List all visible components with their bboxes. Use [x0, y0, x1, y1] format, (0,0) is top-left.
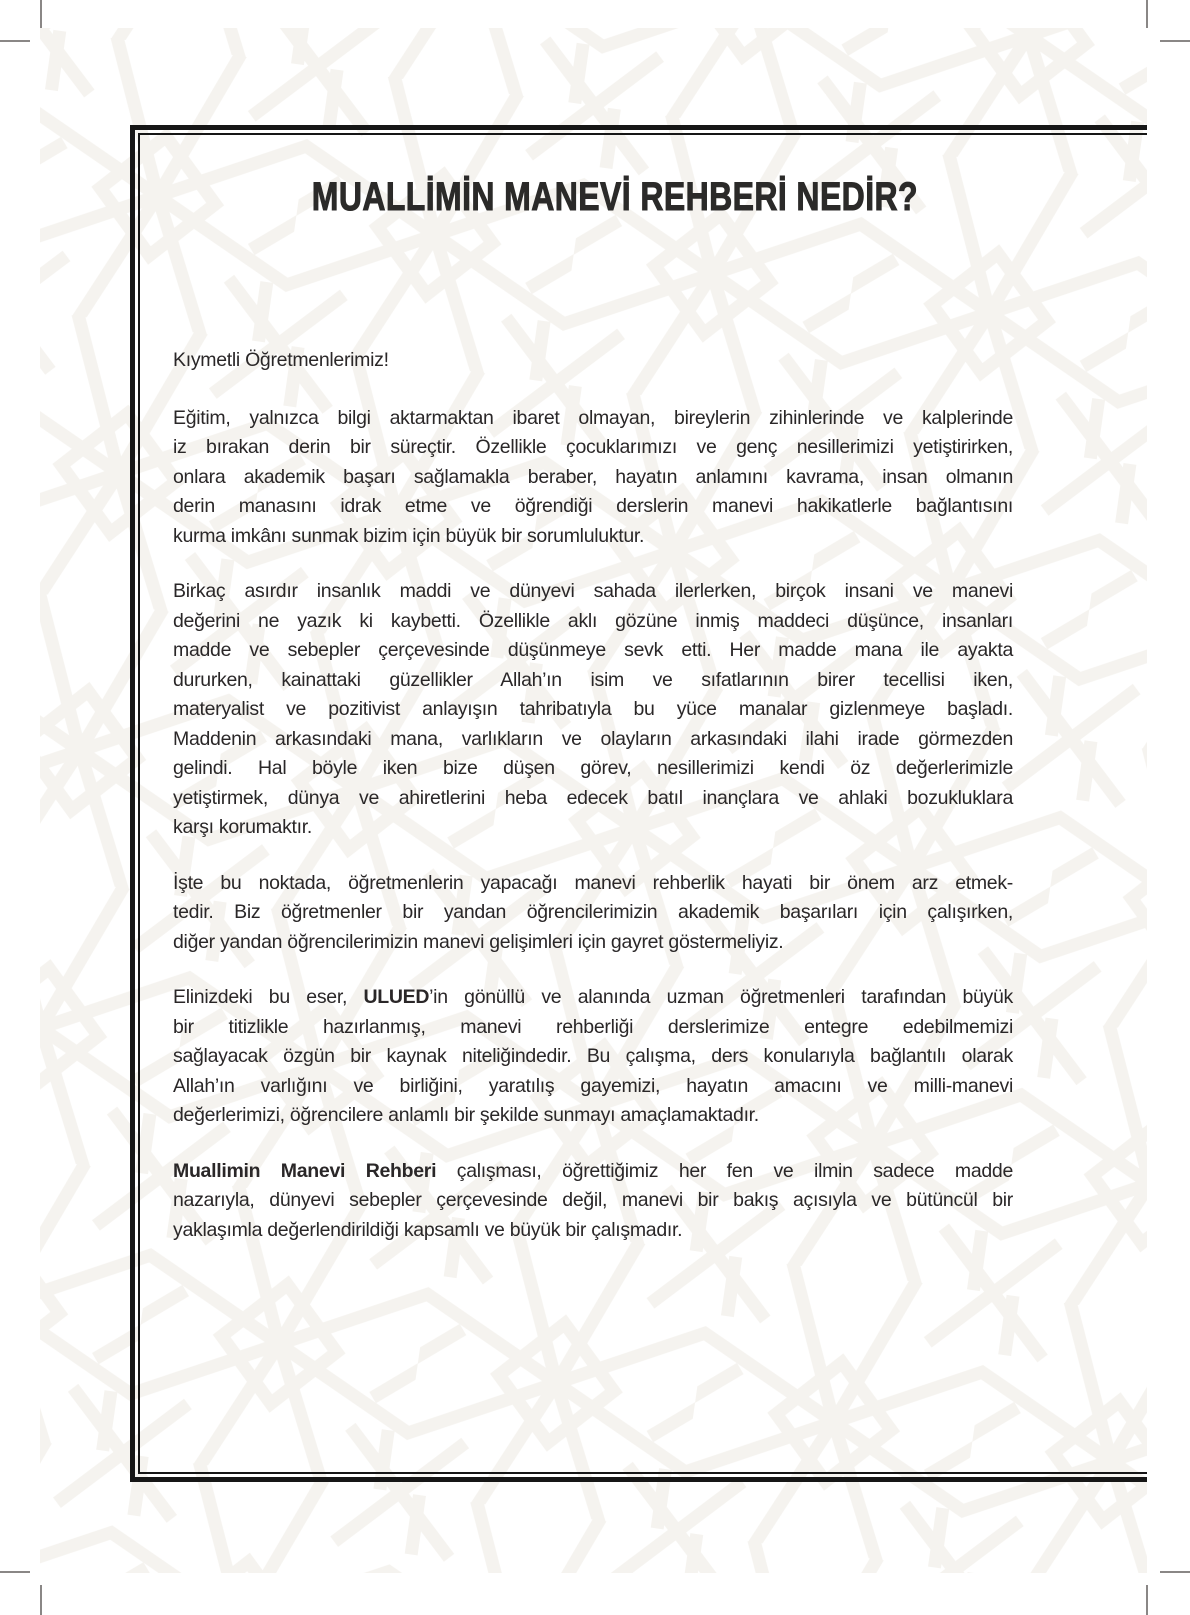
bold-text-segment: Muallimin Manevi Rehberi — [173, 1159, 437, 1182]
greeting-line: Kıymetli Öğretmenlerimiz! — [173, 349, 389, 371]
text-line — [173, 1042, 1013, 1072]
text-line — [173, 522, 1013, 552]
crop-mark-top-right-vertical — [1146, 0, 1148, 28]
text-segment: çalışması, öğrettiğimiz her fen ve ilmin sadece madde — [436, 1159, 1014, 1182]
text-segment: Eğitim, yalnızca bilgi aktarmaktan ibaret olmayan, bireylerin zihinlerinde ve kalplerinde — [173, 406, 1013, 429]
text-line — [173, 433, 1013, 463]
crop-mark-top-left-horizontal — [0, 40, 30, 42]
text-line — [173, 607, 1013, 637]
text-segment: Elinizdeki bu eser, — [173, 986, 364, 1008]
text-line — [173, 1013, 1013, 1043]
text-segment: Maddenin arkasındaki mana, varlıkların ve olayların arkasındaki ilahi irade görmezden — [173, 727, 1013, 750]
text-line — [173, 813, 1013, 843]
text-segment: İşte bu noktada, öğretmenlerin yapacağı manevi rehberlik hayati bir önem arz etmek- — [173, 871, 1013, 894]
text-line — [173, 898, 1013, 928]
paragraph — [173, 404, 1013, 552]
page-area — [40, 28, 1147, 1573]
text-segment: kurma imkânı sunmak bizim için büyük bir sorumluluktur. — [173, 524, 645, 547]
text-line — [173, 1072, 1013, 1102]
text-line — [173, 577, 1013, 607]
text-segment: nazarıyla, dünyevi sebepler çerçevesinde değil, manevi bir bakış açısıyla ve bütüncül bir — [173, 1189, 1013, 1211]
text-line — [173, 928, 1013, 958]
text-line — [173, 983, 1013, 1013]
text-line — [173, 492, 1013, 522]
crop-mark-bottom-right-horizontal — [1160, 1571, 1190, 1573]
paragraph — [173, 869, 1013, 958]
page-border-frame — [130, 125, 1147, 1482]
text-segment: madde ve sebepler çerçevesinde düşünmeye sevk etti. Her madde mana ile ayakta — [173, 639, 1013, 661]
page-title — [135, 173, 1095, 221]
text-segment: ’in gönüllü ve alanında uzman öğretmenleri tarafından büyük — [429, 986, 1013, 1008]
text-segment: tedir. Biz öğretmenler bir yandan öğrencilerimizin akademik başarıları için çalışırken, — [173, 901, 1013, 923]
text-line — [173, 666, 1013, 696]
text-line — [173, 1157, 1013, 1187]
text-line — [173, 869, 1013, 899]
text-line — [173, 1101, 1013, 1131]
text-segment: yetiştirmek, dünya ve ahiretlerini heba edecek batıl inançlara ve ahlaki bozukluklara — [173, 786, 1013, 809]
text-segment: gelindi. Hal böyle iken bize düşen görev, nesillerimizi kendi öz değerlerimizle — [173, 757, 1013, 779]
text-segment: değerini ne yazık ki kaybetti. Özellikle aklı gözüne inmiş maddeci düşünce, insanları — [173, 609, 1013, 632]
paragraph — [173, 983, 1013, 1131]
text-line — [173, 1216, 1013, 1246]
text-line — [173, 463, 1013, 493]
page-title-text: MUALLİMİN MANEVİ REHBERİ NEDİR? — [311, 175, 919, 219]
crop-mark-bottom-left-horizontal — [0, 1571, 30, 1573]
text-segment: Allah’ın varlığını ve birliğini, yaratılış gayemizi, hayatın amacını ve milli-manevi — [173, 1074, 1013, 1097]
paragraph — [173, 1157, 1013, 1246]
text-line — [173, 636, 1013, 666]
text-segment: iz bırakan derin bir süreçtir. Özellikle çocuklarımızı ve genç nesillerimizi yetiştirirken, — [173, 436, 1013, 458]
text-segment: yaklaşımla değerlendirildiği kapsamlı ve büyük bir çalışmadır. — [173, 1218, 683, 1241]
text-line — [173, 784, 1013, 814]
bold-text-segment: ULUED — [363, 986, 430, 1008]
text-line — [173, 1186, 1013, 1216]
crop-mark-top-left-vertical — [40, 0, 42, 28]
text-segment: diğer yandan öğrencilerimizin manevi gelişimleri için gayret göstermeliyiz. — [173, 930, 784, 953]
text-segment: derin manasını idrak etme ve öğrendiği derslerin manevi hakikatlerle bağlantısını — [173, 495, 1013, 517]
text-line — [173, 404, 1013, 434]
text-line — [173, 725, 1013, 755]
text-segment: bir titizlikle hazırlanmış, manevi rehberliği derslerimize entegre edebilmemizi — [173, 1015, 1013, 1038]
text-segment: sağlayacak özgün bir kaynak niteliğindedir. Bu çalışma, ders konularıyla bağlantılı olarak — [173, 1045, 1013, 1067]
crop-mark-bottom-left-vertical — [40, 1585, 42, 1615]
text-segment: onlara akademik başarı sağlamakla beraber, hayatın anlamını kavrama, insan olmanın — [173, 465, 1013, 488]
text-line — [173, 695, 1013, 725]
crop-mark-bottom-right-vertical — [1146, 1585, 1148, 1615]
paragraph — [173, 577, 1013, 843]
text-line — [173, 754, 1013, 784]
text-segment: materyalist ve pozitivist anlayışın tahribatıyla bu yüce manalar gizlenmeye başladı. — [173, 698, 1013, 720]
text-segment: dururken, kainattaki güzellikler Allah’ın isim ve sıfatlarının birer tecellisi iken, — [173, 668, 1013, 691]
text-segment: karşı korumaktır. — [173, 816, 313, 838]
text-segment: Birkaç asırdır insanlık maddi ve dünyevi sahada ilerlerken, birçok insani ve manevi — [173, 580, 1013, 602]
crop-mark-top-right-horizontal — [1160, 40, 1190, 42]
body-text-block — [173, 346, 1013, 1245]
text-segment: değerlerimizi, öğrencilere anlamlı bir şekilde sunmayı amaçlamaktadır. — [173, 1104, 759, 1126]
